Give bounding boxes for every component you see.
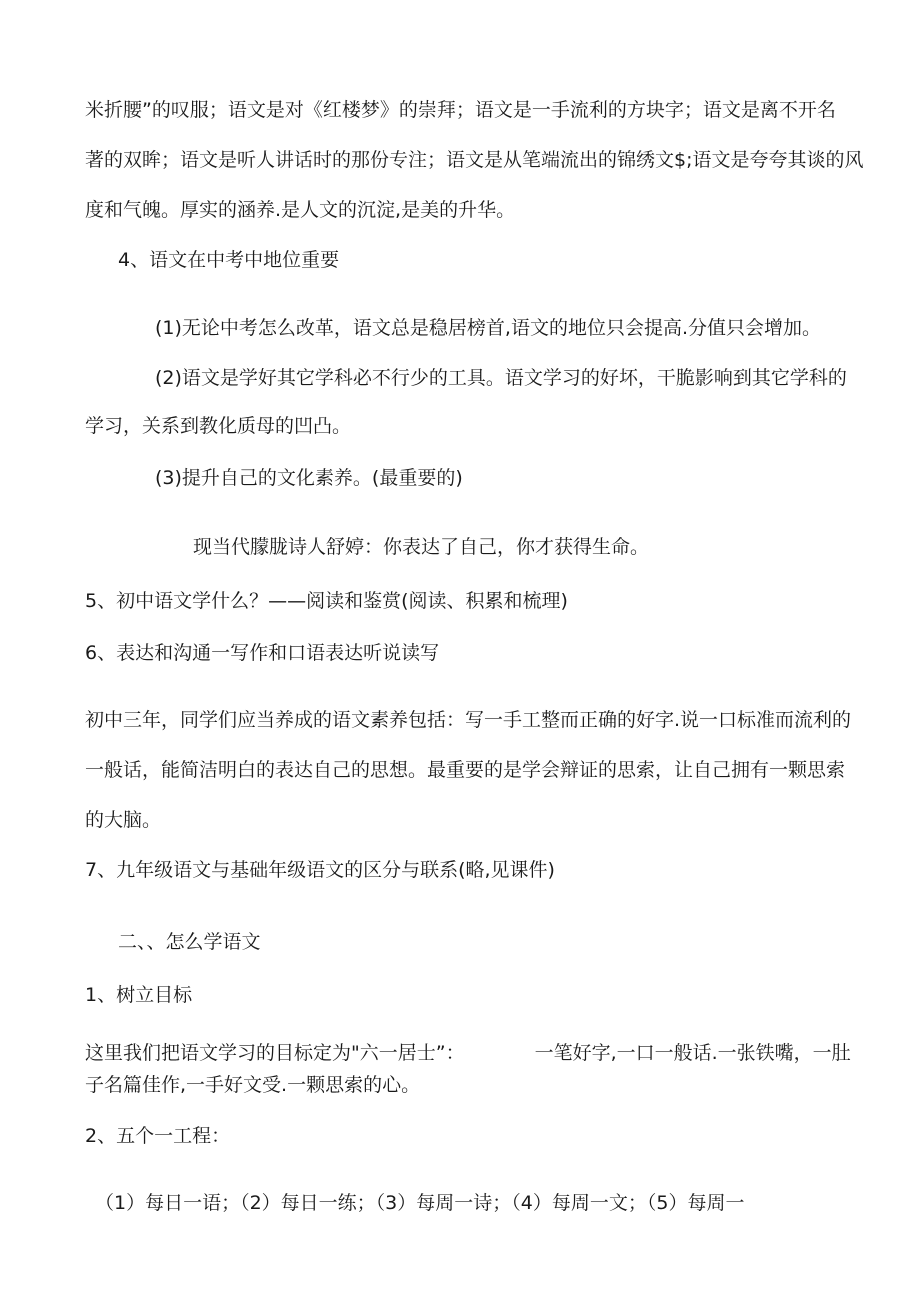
paragraph-line: 一般话，能简洁明白的表达自己的思想。最重要的是学会辩证的思索，让自己拥有一颗思索 bbox=[85, 759, 846, 781]
paragraph-line: 著的双眸；语文是听人讲话时的那份专注；语文是从笔端流出的锦绣文$;语文是夸夸其谈的风 bbox=[85, 149, 864, 171]
section-heading: 6、表达和沟通一写作和口语表达听说读写 bbox=[85, 642, 440, 664]
paragraph-line: 初中三年，同学们应当养成的语文素养包括：写一手工整而正确的好字.说一口标准而流利的 bbox=[85, 709, 852, 731]
paragraph-line: 子名篇佳作,一手好文受.一颗思索的心。 bbox=[85, 1074, 421, 1096]
list-item: (3)提升自己的文化素养。(最重要的) bbox=[155, 467, 463, 489]
list-item: (2)语文是学好其它学科必不行少的工具。语文学习的好坏，干脆影响到其它学科的 bbox=[155, 367, 847, 389]
section-heading: 5、初中语文学什么？——阅读和鉴赏(阅读、积累和梳理) bbox=[85, 590, 568, 612]
paragraph-line: 米折腰”的叹服；语文是对《红楼梦》的崇拜；语文是一手流利的方块字；语文是离不开名 bbox=[85, 99, 836, 121]
goal-list: 一笔好字,一口一般话.一张铁嘴，一肚 bbox=[534, 1042, 851, 1064]
paragraph-line: 度和气魄。厚实的涵养.是人文的沉淀,是美的升华。 bbox=[85, 199, 516, 221]
chapter-heading: 二、、怎么学语文 bbox=[118, 931, 261, 953]
paragraph-line bbox=[85, 1041, 851, 1065]
paragraph-line: 学习，关系到教化质母的凹凸。 bbox=[85, 415, 352, 437]
section-heading: 1、树立目标 bbox=[85, 984, 193, 1006]
list-item: （1）每日一语；（2）每日一练；（3）每周一诗；（4）每周一文；（5）每周一 bbox=[95, 1192, 745, 1214]
paragraph-line: 的大脑。 bbox=[85, 809, 162, 831]
list-item: (1)无论中考怎么改革，语文总是稳居榜首,语文的地位只会提高.分值只会增加。 bbox=[155, 317, 821, 339]
goal-intro: 这里我们把语文学习的目标定为"六一居士”： bbox=[85, 1042, 465, 1064]
section-heading: 2、五个一工程： bbox=[85, 1125, 231, 1147]
section-heading: 4、语文在中考中地位重要 bbox=[118, 249, 340, 271]
section-heading: 7、九年级语文与基础年级语文的区分与联系(略,见课件) bbox=[85, 859, 555, 881]
quote-line: 现当代朦胧诗人舒婷：你表达了自己，你才获得生命。 bbox=[193, 536, 650, 558]
